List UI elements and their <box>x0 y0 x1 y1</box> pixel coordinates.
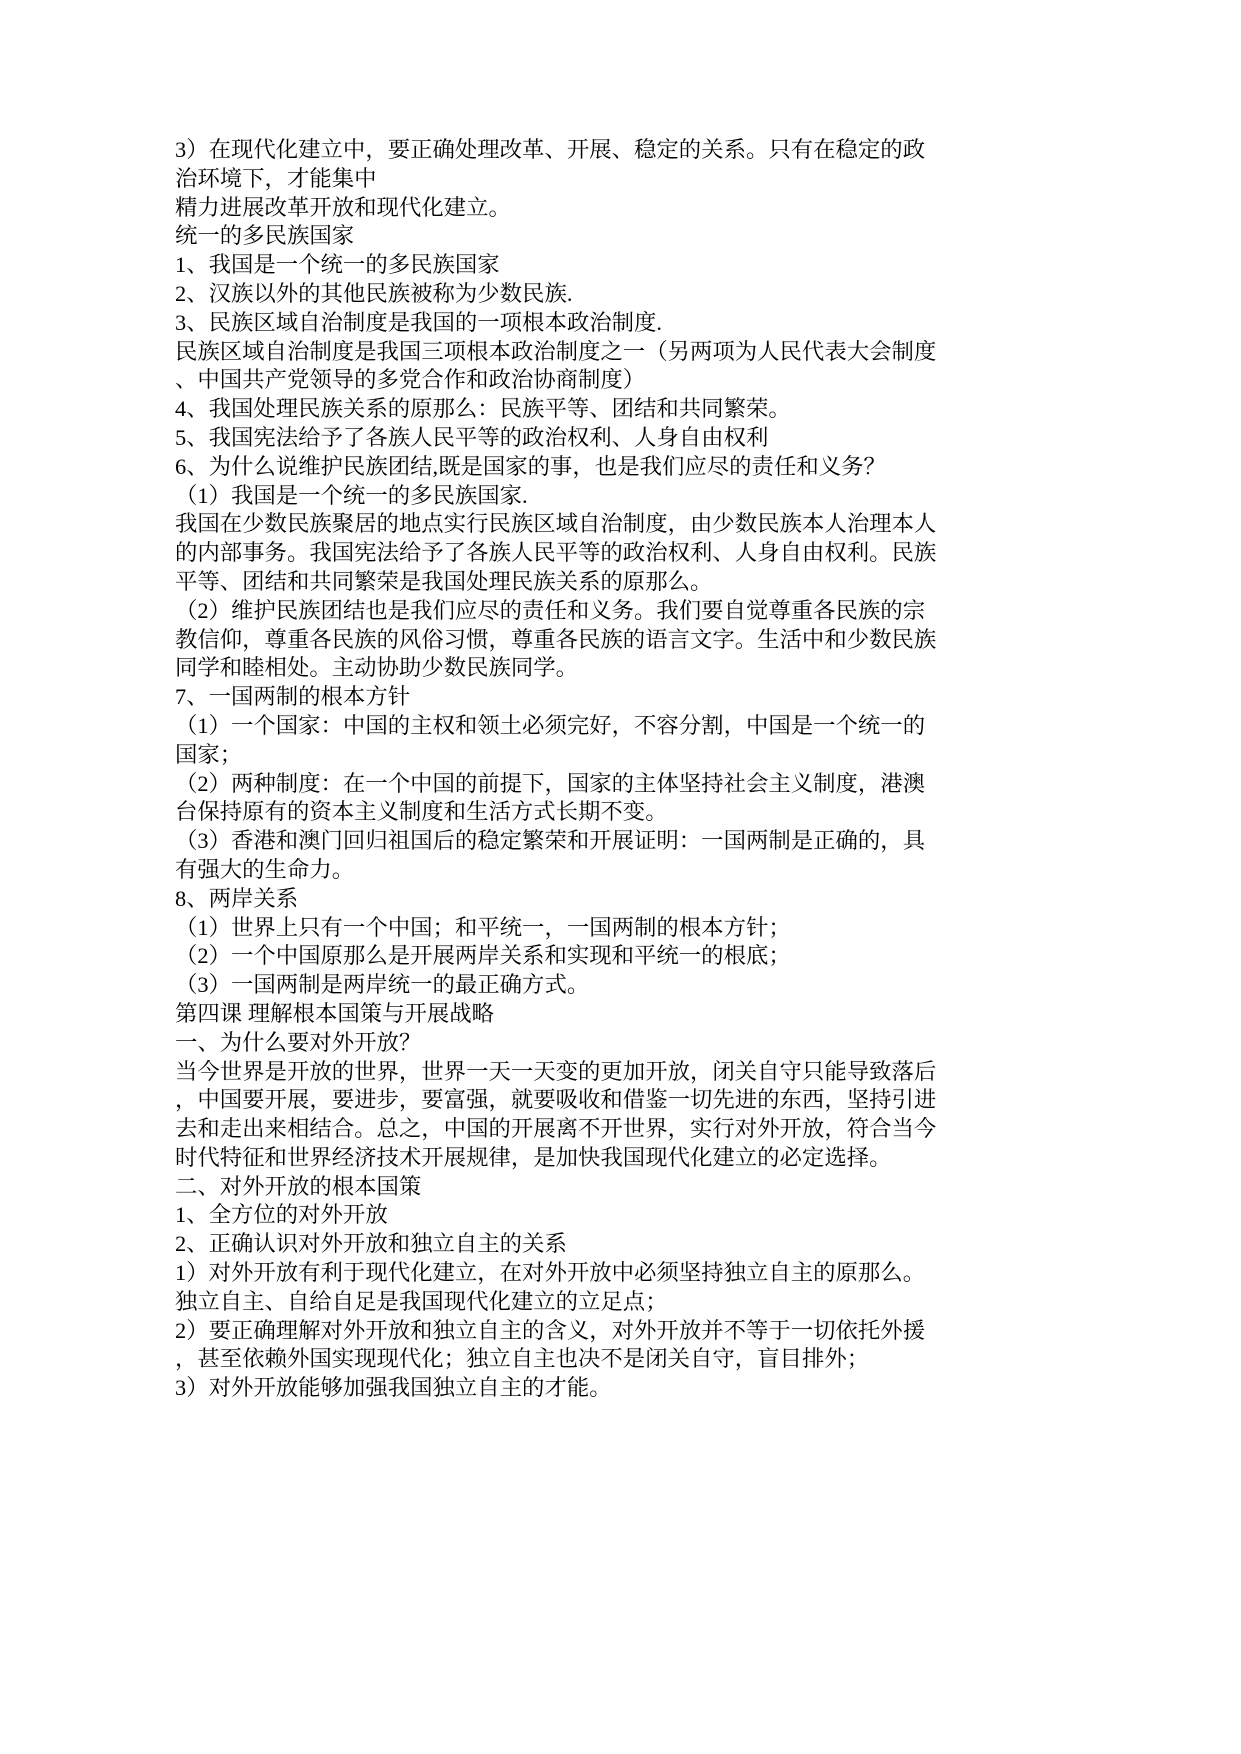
paragraph-line: 去和走出来相结合。总之，中国的开展离不开世界，实行对外开放，符合当今 <box>175 1116 937 1142</box>
sub-item: （3）一国两制是两岸统一的最正确方式。 <box>175 972 590 998</box>
sub-item: 2）要正确理解对外开放和独立自主的含义，对外开放并不等于一切依托外援 <box>175 1317 926 1343</box>
sub-item: （2）一个中国原那么是开展两岸关系和实现和平统一的根底； <box>175 943 791 969</box>
numbered-item: 1、我国是一个统一的多民族国家 <box>175 252 500 278</box>
sub-item: （2）两种制度：在一个中国的前提下，国家的主体坚持社会主义制度，港澳 <box>175 770 926 796</box>
paragraph-line: 、中国共产党领导的多党合作和政治协商制度） <box>175 367 646 393</box>
paragraph-line: 平等、团结和共同繁荣是我国处理民族关系的原那么。 <box>175 568 713 594</box>
section-heading: 统一的多民族国家 <box>175 223 355 249</box>
paragraph-line: 的内部事务。我国宪法给予了各族人民平等的政治权利、人身自由权利。民族 <box>175 540 937 566</box>
paragraph-line: 国家； <box>175 741 243 767</box>
section-heading: 一、为什么要对外开放？ <box>175 1029 422 1055</box>
sub-item: 3）在现代化建立中，要正确处理改革、开展、稳定的关系。只有在稳定的政 <box>175 137 926 162</box>
paragraph-line: 同学和睦相处。主动协助少数民族同学。 <box>175 655 579 681</box>
sub-item: （3）香港和澳门回归祖国后的稳定繁荣和开展证明：一国两制是正确的，具 <box>175 828 926 854</box>
numbered-item: 6、为什么说维护民族团结,既是国家的事，也是我们应尽的责任和义务？ <box>175 453 886 479</box>
paragraph-line: 民族区域自治制度是我国三项根本政治制度之一（另两项为人民代表大会制度 <box>175 338 937 364</box>
document-body <box>175 136 1175 1403</box>
numbered-item: 7、一国两制的根本方针 <box>175 684 411 710</box>
paragraph-line: 我国在少数民族聚居的地点实行民族区域自治制度，由少数民族本人治理本人 <box>175 511 937 537</box>
lesson-title: 第四课 理解根本国策与开展战略 <box>175 1000 495 1026</box>
paragraph-line: ，甚至依赖外国实现现代化；独立自主也决不是闭关自守，盲目排外； <box>175 1346 870 1372</box>
paragraph-line: 精力进展改革开放和现代化建立。 <box>175 194 511 220</box>
numbered-item: 2、正确认识对外开放和独立自主的关系 <box>175 1231 567 1257</box>
numbered-item: 5、我国宪法给予了各族人民平等的政治权利、人身自由权利 <box>175 424 769 450</box>
sub-item: （2）维护民族团结也是我们应尽的责任和义务。我们要自觉尊重各民族的宗 <box>175 597 926 623</box>
paragraph-line: 教信仰，尊重各民族的风俗习惯，尊重各民族的语言文字。生活中和少数民族 <box>175 626 937 652</box>
numbered-item: 4、我国处理民族关系的原那么：民族平等、团结和共同繁荣。 <box>175 396 791 422</box>
numbered-item: 1、全方位的对外开放 <box>175 1202 388 1228</box>
sub-item: 1）对外开放有利于现代化建立，在对外开放中必须坚持独立自主的原那么。 <box>175 1260 926 1286</box>
sub-item: 3）对外开放能够加强我国独立自主的才能。 <box>175 1375 612 1401</box>
paragraph-line: 时代特征和世界经济技术开展规律，是加快我国现代化建立的必定选择。 <box>175 1144 892 1170</box>
numbered-item: 3、民族区域自治制度是我国的一项根本政治制度. <box>175 309 662 335</box>
paragraph-line: 治环境下，才能集中 <box>175 165 377 191</box>
numbered-item: 2、汉族以外的其他民族被称为少数民族. <box>175 280 573 306</box>
paragraph-line: 独立自主、自给自足是我国现代化建立的立足点； <box>175 1288 668 1314</box>
sub-item: （1）世界上只有一个中国；和平统一，一国两制的根本方针； <box>175 914 791 940</box>
paragraph-line: ，中国要开展，要进步，要富强，就要吸收和借鉴一切先进的东西，坚持引进 <box>175 1087 937 1113</box>
section-heading: 二、对外开放的根本国策 <box>175 1173 422 1199</box>
sub-item: （1）一个国家：中国的主权和领土必须完好，不容分割，中国是一个统一的 <box>175 712 926 738</box>
paragraph-line: 有强大的生命力。 <box>175 856 355 882</box>
numbered-item: 8、两岸关系 <box>175 885 299 911</box>
paragraph-line: 当今世界是开放的世界，世界一天一天变的更加开放，闭关自守只能导致落后 <box>175 1058 937 1084</box>
paragraph-line: 台保持原有的资本主义制度和生活方式长期不变。 <box>175 799 668 825</box>
sub-item: （1）我国是一个统一的多民族国家. <box>175 482 528 508</box>
